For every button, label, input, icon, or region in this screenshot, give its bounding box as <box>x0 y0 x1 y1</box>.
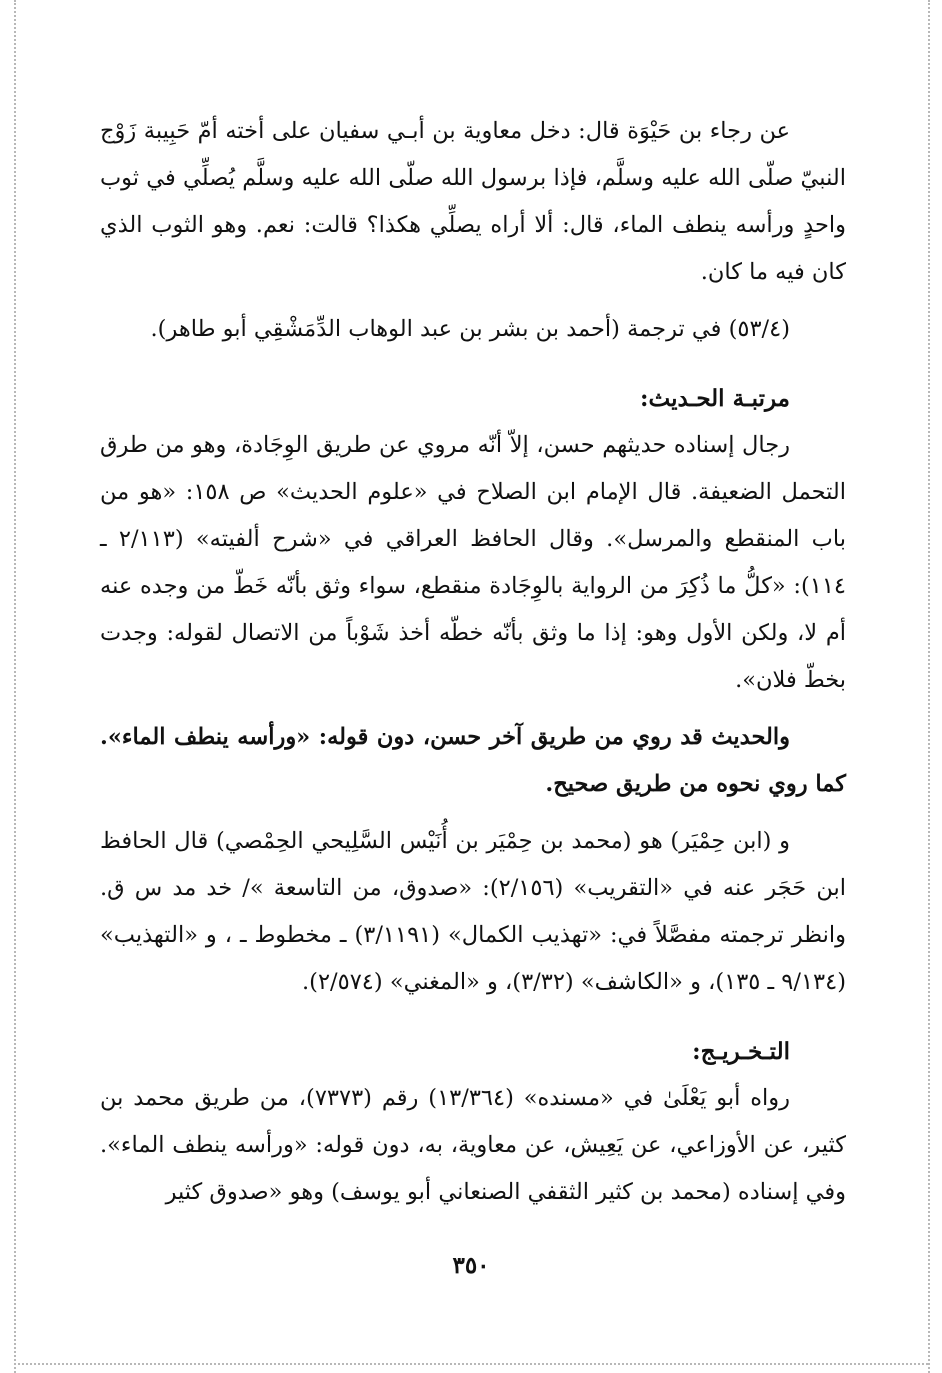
scan-border-left <box>14 0 16 1373</box>
heading-takhrij: التـخـريـج: <box>692 1038 790 1065</box>
scan-border-bottom <box>14 1363 928 1365</box>
page-number: ٣٥٠ <box>452 1252 490 1279</box>
scan-border-right <box>928 0 930 1373</box>
rank-discussion: رجال إسناده حديثهم حسن، إلاّ أنّه مروي عن طريق الوِجَادة، وهو من طرق التحمل الضعيفة. قال الإمام ابن الصلاح في «علوم الحديث» ص ١٥٨: «هو من باب المنقطع والمرسل». وقال الحافظ العراقي في «شرح ألفيته» (٢/١١٣ ـ ١١٤): «كلُّ ما ذُكِرَ من الرواية بالوِجَادة منقطع، سواء وثق بأنّه خَطّ من وجده عنه أم لا، ولكن الأول وهو: إذا ما وثق بأنّه خطّه أخذ شَوْباً من الاتصال لقوله: وجدت بخطّ فلان». <box>100 432 846 693</box>
hadith-text: عن رجاء بن حَيْوَة قال: دخل معاوية بن أبـي سفيان على أخته أمّ حَبِيبة زَوْج النبيّ صلّى الله عليه وسلَّم، فإذا برسول الله صلّى الله عليه وسلَّم يُصلِّي في ثوب واحدٍ ورأسه ينطف الماء، قال: ألا أراه يصلِّي هكذا؟ قالت: نعم. وهو الثوب الذي كان فيه ما كان. <box>100 118 846 285</box>
takhrij-text: رواه أبو يَعْلَىٰ في «مسنده» (١٣/٣٦٤) رقم (٧٣٧٣)، من طريق محمد بن كثير، عن الأوزاعي، عن يَعِيش، عن معاوية، به، دون قوله: «ورأسه ينطف الماء». وفي إسناده (محمد بن كثير الثقفي الصنعاني أبو يوسف) وهو «صدوق كثير <box>100 1085 846 1205</box>
rank-conclusion: والحديث قد روي من طريق آخر حسن، دون قوله: «ورأسه ينطف الماء». كما روي نحوه من طريق صحيح. <box>100 724 846 797</box>
heading-hadith-rank: مرتبـة الحـديث: <box>640 385 790 412</box>
narrator-note: و (ابن حِمْيَر) هو (محمد بن حِمْيَر بن أُنَيْس السَّلِيحي الحِمْصي) قال الحافظ ابن حَجَر عنه في «التقريب» (٢/١٥٦): «صدوق، من التاسعة »/ خد مد س ق. وانظر ترجمته مفصَّلاً في: «تهذيب الكمال» (٣/١١٩١) ـ مخطوط ـ ، و «التهذيب» (٩/١٣٤ ـ ١٣٥)، و «الكاشف» (٣/٣٢)، و «المغني» (٢/٥٧٤). <box>100 828 846 995</box>
source-reference: (٥٣/٤) في ترجمة (أحمد بن بشر بن عبد الوهاب الدِّمَشْقِي أبو طاهر). <box>150 316 790 342</box>
page-text <box>100 108 846 1216</box>
